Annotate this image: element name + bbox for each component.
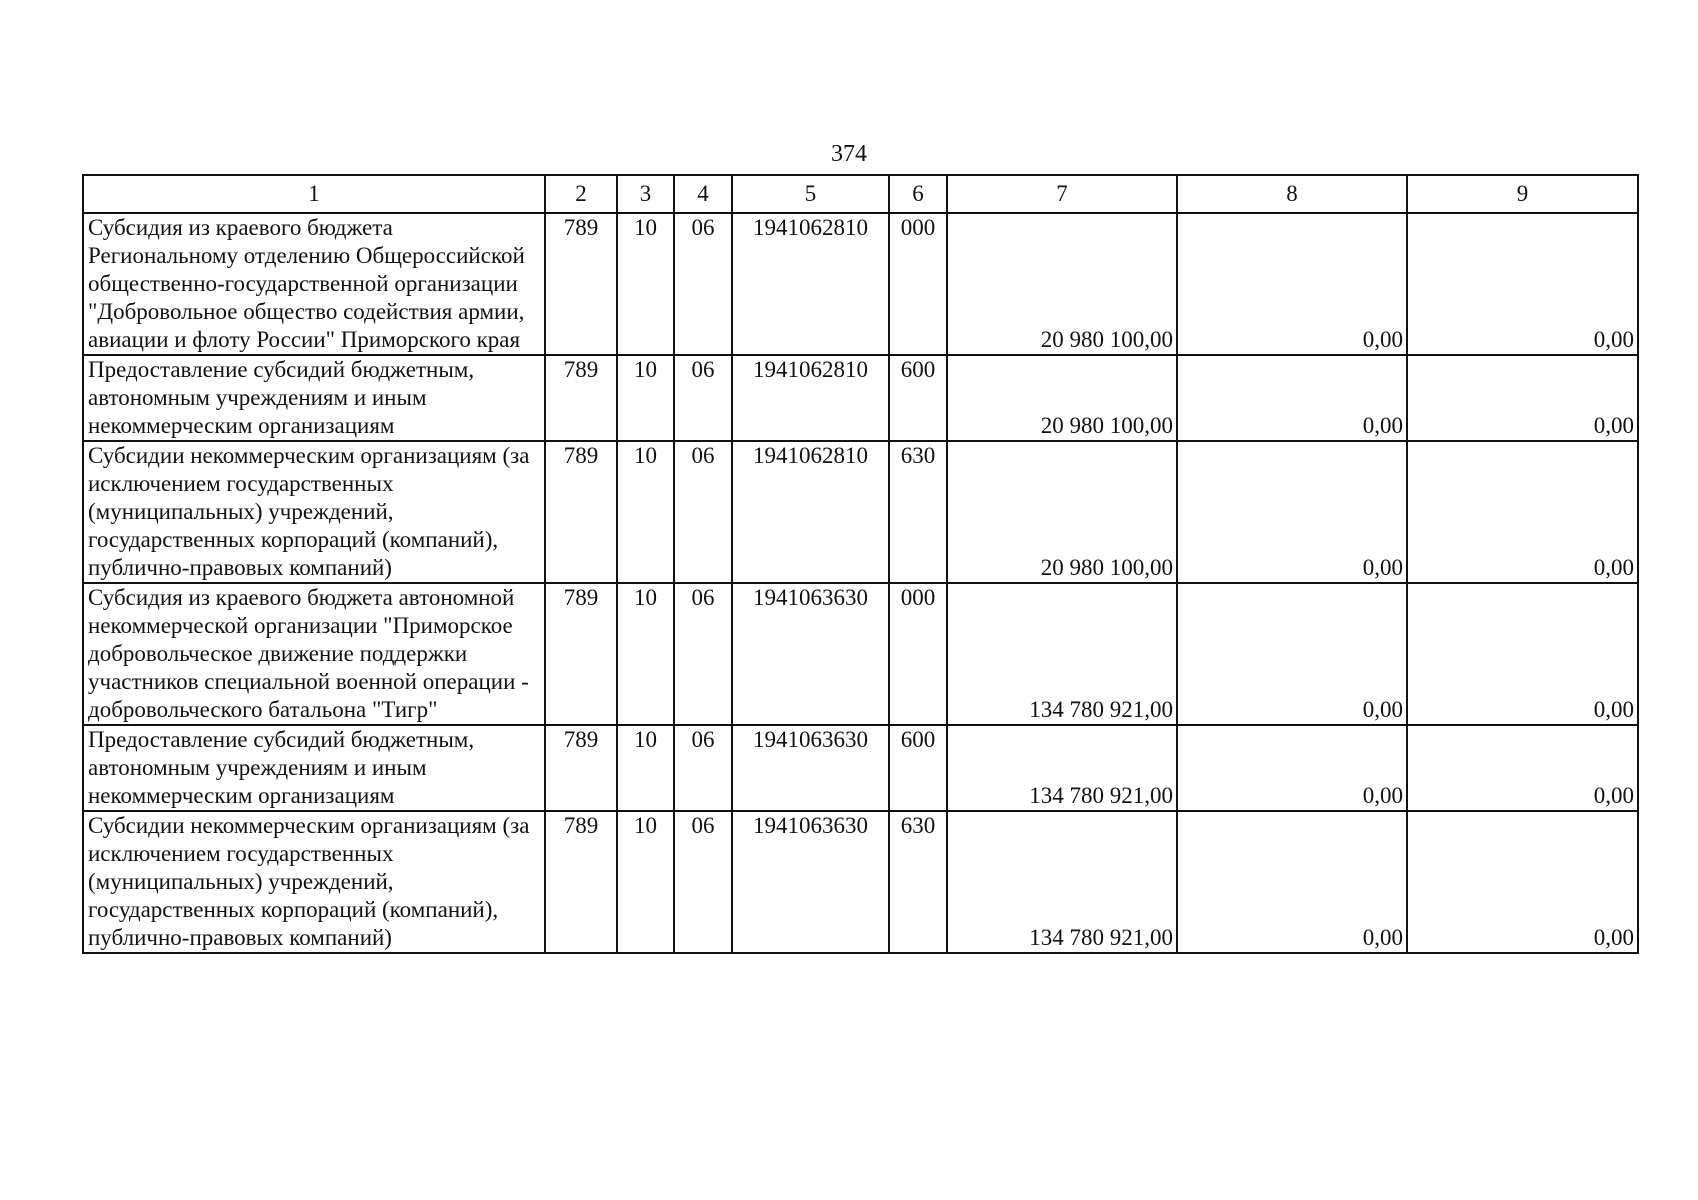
expense-name-cell: Предоставление субсидий бюджетным, автономным учреждениям и иным некоммерческим организациям [83,355,545,441]
column-header: 8 [1177,175,1407,213]
section-code-cell: 10 [617,355,674,441]
table-row [83,213,1638,355]
amount-col7-cell: 134 780 921,00 [947,583,1177,725]
column-number-header-row [83,175,1638,213]
column-header: 7 [947,175,1177,213]
target-article-cell: 1941063630 [732,811,889,953]
column-header: 5 [732,175,889,213]
table-row [83,583,1638,725]
ministry-code-cell: 789 [545,811,617,953]
amount-col9-cell: 0,00 [1407,583,1638,725]
target-article-cell: 1941062810 [732,441,889,583]
target-article-cell: 1941062810 [732,355,889,441]
amount-col8-cell: 0,00 [1177,583,1407,725]
amount-col8-cell: 0,00 [1177,355,1407,441]
column-header: 4 [674,175,732,213]
table-row [83,441,1638,583]
expense-type-cell: 630 [889,441,947,583]
column-header: 2 [545,175,617,213]
amount-col7-cell: 20 980 100,00 [947,213,1177,355]
expense-name-cell: Субсидия из краевого бюджета автономной некоммерческой организации "Приморское добровольческое движение поддержки участников специальной военной операции - добровольческого батальона "Тигр" [83,583,545,725]
amount-col9-cell: 0,00 [1407,725,1638,811]
ministry-code-cell: 789 [545,213,617,355]
expense-type-cell: 600 [889,355,947,441]
expense-type-cell: 000 [889,583,947,725]
table-row [83,725,1638,811]
column-header: 1 [83,175,545,213]
ministry-code-cell: 789 [545,583,617,725]
target-article-cell: 1941062810 [732,213,889,355]
section-code-cell: 10 [617,725,674,811]
amount-col9-cell: 0,00 [1407,213,1638,355]
expense-name-cell: Субсидии некоммерческим организациям (за исключением государственных (муниципальных) учреждений, государственных корпораций (компаний), публично-правовых компаний) [83,441,545,583]
section-code-cell: 10 [617,583,674,725]
ministry-code-cell: 789 [545,355,617,441]
column-header: 9 [1407,175,1638,213]
amount-col7-cell: 20 980 100,00 [947,441,1177,583]
page-number: 374 [831,141,867,167]
amount-col8-cell: 0,00 [1177,725,1407,811]
amount-col8-cell: 0,00 [1177,811,1407,953]
section-code-cell: 10 [617,213,674,355]
table-row [83,811,1638,953]
subsection-code-cell: 06 [674,811,732,953]
expense-name-cell: Субсидии некоммерческим организациям (за исключением государственных (муниципальных) учреждений, государственных корпораций (компаний), публично-правовых компаний) [83,811,545,953]
amount-col9-cell: 0,00 [1407,811,1638,953]
expense-name-cell: Субсидия из краевого бюджета Региональному отделению Общероссийской общественно-государственной организации "Добровольное общество содействия армии, авиации и флоту России" Приморского края [83,213,545,355]
subsection-code-cell: 06 [674,355,732,441]
target-article-cell: 1941063630 [732,725,889,811]
table-row [83,355,1638,441]
amount-col9-cell: 0,00 [1407,355,1638,441]
amount-col7-cell: 20 980 100,00 [947,355,1177,441]
target-article-cell: 1941063630 [732,583,889,725]
subsection-code-cell: 06 [674,725,732,811]
ministry-code-cell: 789 [545,441,617,583]
expense-name-cell: Предоставление субсидий бюджетным, автономным учреждениям и иным некоммерческим организациям [83,725,545,811]
amount-col7-cell: 134 780 921,00 [947,811,1177,953]
subsection-code-cell: 06 [674,441,732,583]
amount-col8-cell: 0,00 [1177,213,1407,355]
expense-type-cell: 630 [889,811,947,953]
expense-type-cell: 600 [889,725,947,811]
expense-type-cell: 000 [889,213,947,355]
amount-col9-cell: 0,00 [1407,441,1638,583]
amount-col7-cell: 134 780 921,00 [947,725,1177,811]
subsection-code-cell: 06 [674,583,732,725]
budget-table [82,174,1639,954]
amount-col8-cell: 0,00 [1177,441,1407,583]
column-header: 3 [617,175,674,213]
column-header: 6 [889,175,947,213]
section-code-cell: 10 [617,811,674,953]
section-code-cell: 10 [617,441,674,583]
ministry-code-cell: 789 [545,725,617,811]
subsection-code-cell: 06 [674,213,732,355]
